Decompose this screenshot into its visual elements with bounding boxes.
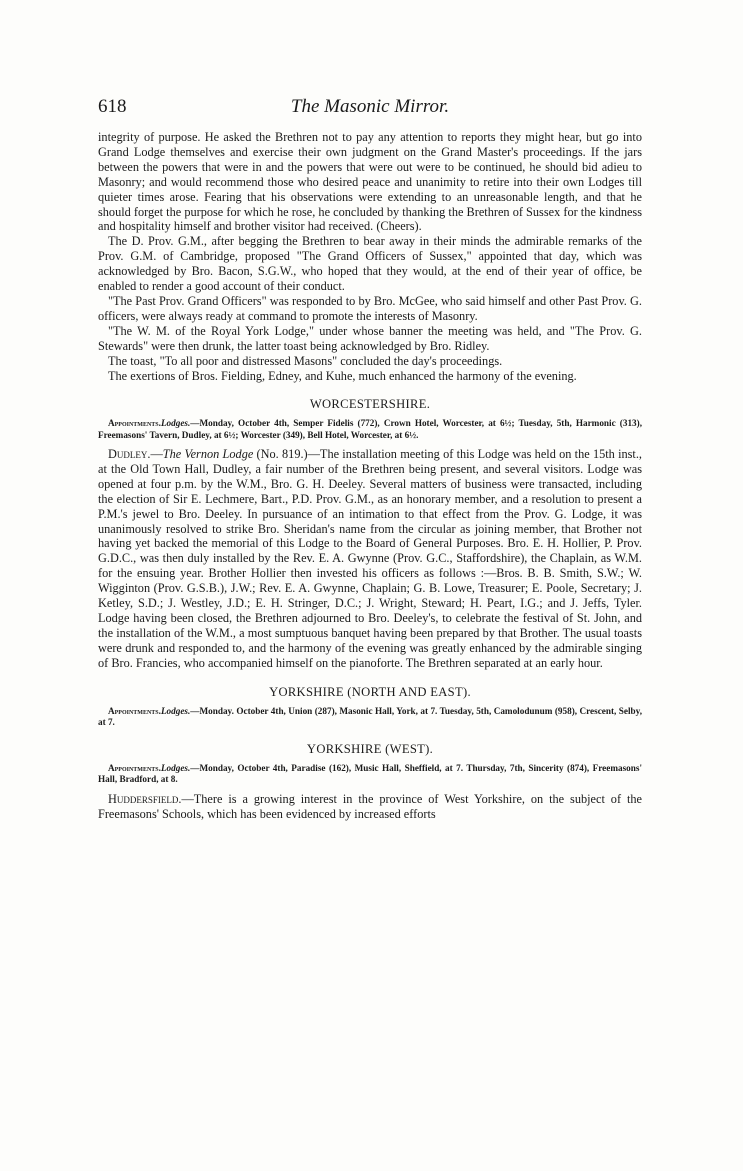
appointments-label: Appointments.	[108, 763, 161, 774]
section-title-yorkshire-west: YORKSHIRE (WEST).	[306, 742, 434, 757]
report-dudley: Dudley.—The Vernon Lodge (No. 819.)—The installation meeting of this Lodge was held on the 15th inst., at the Old Town Hall, Dudley, a fair number of the Brethren being present, and several visitors. Lodge was opened at four p.m. by the W.M., Bro. G. H. Deeley. Several matters of business were transacted, including the election of Sir E. Lechmere, Bart., P.D. Prov. G.M., as an honorary member, and a resolution to present a P.M.'s jewel to Bro. Deeley. In pursuance of an intimation to that effect from the Prov. G. Lodge, it was unanimously resolved to strike Bro. Sheridan's name from the circular as joining member, that Brother not having yet backed the memorial of this Lodge to the Board of General Purposes. Bro. E. H. Hollier, P. Prov. G.D.C., was then duly installed by the Rev. E. A. Gwynne (Prov. G.C., Staffordshire), the Chaplain, as W.M. for the ensuing year. Brother Hollier then invested his officers as follows :—Bros. B. B. Smith, S.W.; W. Wigginton (Prov. G.S.B.), J.W.; Rev. E. A. Gwynne, Chaplain; G. B. Lowe, Treasurer; E. Poole, Secretary; J. Ketley, S.D.; J. Westley, J.D.; E. H. Stringer, D.C.; J. Wright, Steward; H. Peart, I.G.; and J. Jeffs, Tyler. Lodge having been closed, the Brethren adjourned to Bro. Deeley's, to celebrate the festival of St. John, and the installation of the W.M., a most sumptuous banquet having been prepared by that Brother. The usual toasts were drunk and responded to, and the harmony of the evening was greatly enhanced by the admirable singing of Bro. Francies, who accompanied himself on the pianoforte. The Brethren separated at an early hour.	[98, 447, 642, 670]
place-name: Huddersfield.	[108, 791, 182, 806]
paragraph: The D. Prov. G.M., after begging the Brethren to bear away in their minds the admirable remarks of the Prov. G.M. of Cambridge, proposed "The Grand Officers of Sussex," appointed that day, which was acknowledged by Bro. Bacon, S.G.W., who hoped that they would, at the end of their year of office, be enabled to render a good account of their conduct.	[98, 234, 642, 294]
appointments-lodges-label: Lodges.	[160, 705, 191, 716]
appointments-yorkshire-west	[98, 763, 642, 786]
report-text: (No. 819.)—The installation meeting of this Lodge was held on the 15th inst., at the Old Town Hall, Dudley, a fair number of the Brethren being present, and several visitors. Lodge was opened at four p.m. by the W.M., Bro. G. H. Deeley. Several matters of business were transacted, including the election of Sir E. Lechmere, Bart., P.D. Prov. G.M., as an honorary member, and a resolution to present a P.M.'s jewel to Bro. Deeley. In pursuance of an intimation to that effect from the Prov. G. Lodge, it was unanimously resolved to strike Bro. Sheridan's name from the circular as joining member, that Brother not having yet backed the memorial of this Lodge to the Board of General Purposes. Bro. E. H. Hollier, P. Prov. G.D.C., was then duly installed by the Rev. E. A. Gwynne (Prov. G.C., Staffordshire), the Chaplain, as W.M. for the ensuing year. Brother Hollier then invested his officers as follows :—Bros. B. B. Smith, S.W.; W. Wigginton (Prov. G.S.B.), J.W.; Rev. E. A. Gwynne, Chaplain; G. B. Lowe, Treasurer; E. Poole, Secretary; J. Ketley, S.D.; J. Westley, J.D.; E. H. Stringer, D.C.; J. Wright, Steward; H. Peart, I.G.; and J. Jeffs, Tyler. Lodge having been closed, the Brethren adjourned to Bro. Deeley's, to celebrate the festival of St. John, and the installation of the W.M., a most sumptuous banquet having been prepared by that Brother. The usual toasts were drunk and responded to, and the harmony of the evening was greatly enhanced by the admirable singing of Bro. Francies, who accompanied himself on the pianoforte. The Brethren separated at an early hour.	[98, 447, 642, 670]
place-name: Dudley.	[108, 447, 151, 461]
appointments-lodges-label: Lodges.	[160, 763, 191, 774]
section-title-worcestershire: WORCESTERSHIRE.	[309, 397, 431, 412]
section-title-yorkshire-north-east: YORKSHIRE (NORTH AND EAST).	[269, 684, 471, 699]
appointments-text: —Monday, October 4th, Semper Fidelis (772), Crown Hotel, Worcester, at 6½; Tuesday, 5th, Harmonic (313), Freemasons' Tavern, Dudley, at 6½; Worcester (349), Bell Hotel, Worcester, at 6½.	[98, 418, 642, 440]
appointments-label: Appointments.	[108, 705, 161, 716]
paragraph: The exertions of Bros. Fielding, Edney, and Kuhe, much enhanced the harmony of the evening.	[108, 368, 577, 383]
appointments-text: —Monday. October 4th, Union (287), Masonic Hall, York, at 7. Tuesday, 5th, Camolodunum (958), Crescent, Selby, at 7.	[98, 705, 642, 727]
running-title: The Masonic Mirror.	[290, 96, 450, 117]
report-text: —There is a growing interest in the province of West Yorkshire, on the subject of the Freemasons' Schools, which has been evidenced by increased efforts	[98, 791, 642, 821]
paragraph: "The W. M. of the Royal York Lodge," under whose banner the meeting was held, and "The Prov. G. Stewards" were then drunk, the latter toast being acknowledged by Bro. Ridley.	[98, 323, 642, 353]
appointments-lodges-label: Lodges.	[160, 418, 191, 429]
report-huddersfield	[98, 792, 642, 822]
paragraph: "The Past Prov. Grand Officers" was responded to by Bro. McGee, who said himself and other Past Prov. G. officers, were always ready at command to promote the interests of Masonry.	[98, 293, 642, 323]
appointments-text: —Monday, October 4th, Paradise (162), Music Hall, Sheffield, at 7. Thursday, 7th, Sincerity (874), Freemasons' Hall, Bradford, at 8.	[98, 763, 642, 785]
appointments-yorkshire-north-east	[98, 706, 642, 729]
page-number: 618	[98, 96, 127, 117]
paragraph: The toast, "To all poor and distressed Masons" concluded the day's proceedings.	[108, 353, 503, 368]
page-header	[98, 96, 642, 122]
lodge-name: The Vernon Lodge	[162, 447, 254, 461]
paragraph: integrity of purpose. He asked the Brethren not to pay any attention to reports they might hear, but go into Grand Lodge themselves and exercise their own judgment on the Grand Master's proceedings. If the jars between the powers that were in and the powers that were out were to be continued, he should bid adieu to Masonry; and would recommend those who desired peace and unanimity to retire into their own Lodges till quieter times arose. Fearing that his observations were extending to an unreasonable length, and that he should forget the purpose for which he rose, he concluded by thanking the Brethren of Sussex for the kindness and hospitality himself and brother visitor had received. (Cheers).	[98, 130, 642, 234]
page	[98, 96, 642, 822]
appointments-worcestershire	[98, 418, 642, 441]
appointments-label: Appointments.	[108, 418, 161, 429]
